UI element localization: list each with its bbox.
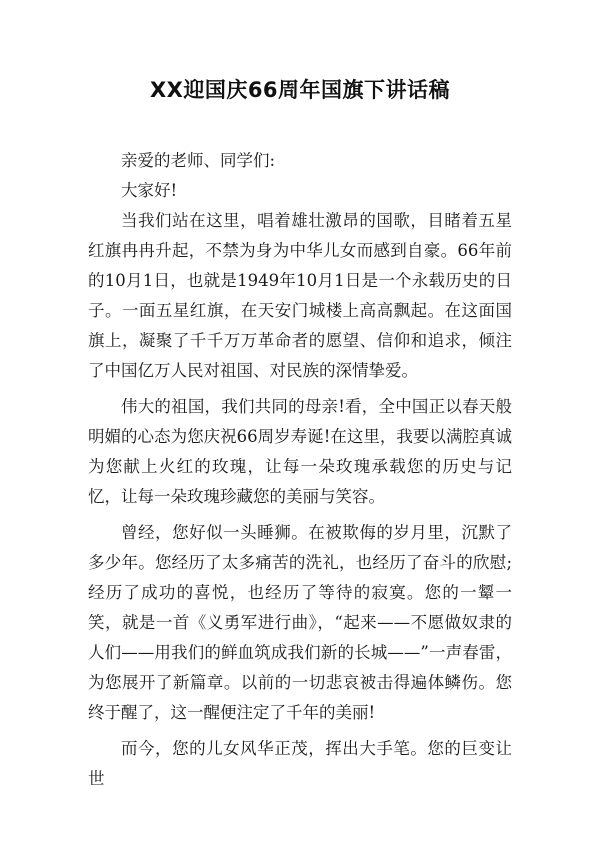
salutation: 亲爱的老师、同学们: xyxy=(121,151,276,170)
document-title: XX迎国庆66周年国旗下讲话稿 xyxy=(149,78,451,102)
greeting: 大家好! xyxy=(121,181,178,200)
paragraph-1: 当我们站在这里，唱着雄壮激昂的国歌，目睹着五星红旗冉冉升起，不禁为身为中华儿女而感到自豪。66年前的10月1日，也就是1949年10月1日是一个永载历史的日子。一面五星红旗，在天安门城楼上高高飘起。在这面国旗上，凝聚了千千万万革命者的愿望、信仰和追求，倾注了中国亿万人民对祖国、对民族的深情挚爱。 xyxy=(88,211,512,380)
paragraph-3: 曾经，您好似一头睡狮。在被欺侮的岁月里，沉默了多少年。您经历了太多痛苦的洗礼，也经历了奋斗的欣慰;经历了成功的喜悦，也经历了等待的寂寞。您的一颦一笑，就是一首《义勇军进行曲》，“起来——不愿做奴隶的人们——用我们的鲜血筑成我们新的长城——”一声春雷，为您展开了新篇章。以前的一切悲哀被击得遍体鳞伤。您终于醒了，这一醒便注定了千年的美丽! xyxy=(88,523,512,722)
paragraph-4: 而今，您的儿女风华正茂，挥出大手笔。您的巨变让世 xyxy=(88,739,512,788)
document-body xyxy=(88,146,512,794)
paragraph-2: 伟大的祖国，我们共同的母亲!看，全中国正以春天般明媚的心态为您庆祝66周岁寿诞!在这里，我要以满腔真诚为您献上火红的玫瑰，让每一朵玫瑰承载您的历史与记忆，让每一朵玫瑰珍藏您的美丽与笑容。 xyxy=(88,397,512,506)
